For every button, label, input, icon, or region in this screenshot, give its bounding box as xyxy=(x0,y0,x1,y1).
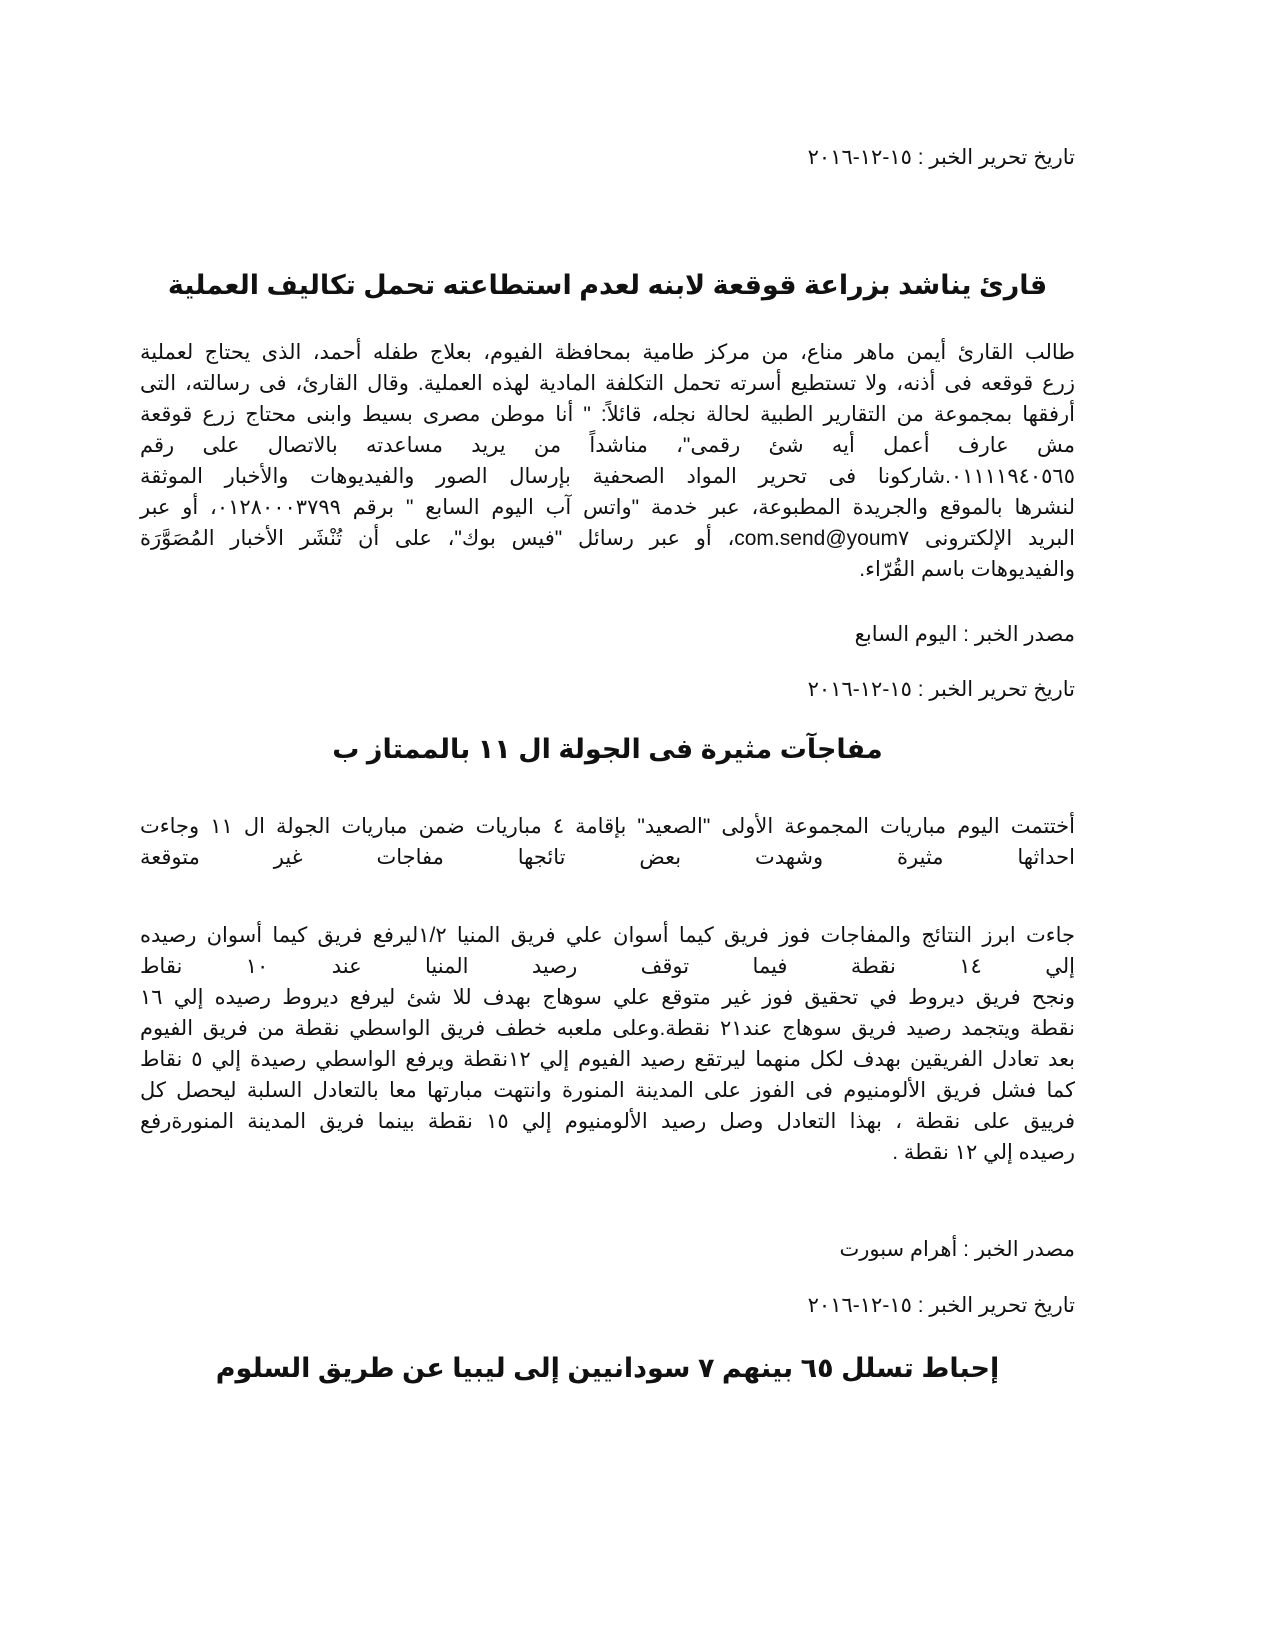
body-line: البريد الإلكترونى send@youm٧.com، أو عبر رسائل "فيس بوك"، على أن تُنْشَر الأخبار المُصَوَّرَة xyxy=(140,527,1075,550)
article-body xyxy=(140,337,1075,585)
body-line: أختتمت اليوم مباريات المجموعة الأولى "الصعيد" بإقامة ٤ مباريات ضمن مباريات الجولة ال ١١ وجاءت xyxy=(140,815,1075,838)
body-line: إلي ١٤ نقطة فيما توقف رصيد المنيا عند ١٠ نقاط xyxy=(140,955,1075,978)
article-date: تاريخ تحرير الخبر : ١٥-١٢-٢٠١٦ xyxy=(807,678,1075,701)
body-line: ونجح فريق ديروط في تحقيق فوز غير متوقع علي سوهاج بهدف للا شئ ليرفع ديروط رصيده إلي ١٦ xyxy=(140,986,1075,1009)
body-line: أرفقها بمجموعة من التقارير الطبية لحالة نجله، قائلاً: " أنا موطن مصرى بسيط وابنى محتاج زرع قوقعة xyxy=(140,403,1075,426)
body-line: زرع قوقعه فى أذنه، ولا تستطيع أسرته تحمل التكلفة المادية لهذه العملية. وقال القارئ، فى رسالته، التى xyxy=(140,372,1075,395)
body-line: بعد تعادل الفريقين بهدف لكل منهما ليرتقع رصيد الفيوم إلي ١٢نقطة ويرفع الواسطي رصيدة إلي ٥ نقاط xyxy=(140,1048,1075,1071)
article-body xyxy=(140,920,1075,1168)
body-line: لنشرها بالموقع والجريدة المطبوعة، عبر خدمة "واتس آب اليوم السابع " برقم ٠١٢٨٠٠٠٣٧٩٩، أو عبر xyxy=(140,496,1075,519)
body-line: طالب القارئ أيمن ماهر مناع، من مركز طامية بمحافظة الفيوم، بعلاج طفله أحمد، الذى يحتاج لعملية xyxy=(140,341,1075,364)
body-line: احداثها مثيرة وشهدت بعض تائجها مفاجات غير متوقعة xyxy=(140,846,1075,869)
article-source: مصدر الخبر : أهرام سبورت xyxy=(839,1238,1075,1261)
article-date: تاريخ تحرير الخبر : ١٥-١٢-٢٠١٦ xyxy=(807,146,1075,169)
body-line: جاءت ابرز النتائج والمفاجات فوز فريق كيما أسوان علي فريق المنيا ١/٢ليرفع فريق كيما أسوان رصيده xyxy=(140,924,1075,947)
article-title: قارئ يناشد بزراعة قوقعة لابنه لعدم استطاعته تحمل تكاليف العملية xyxy=(167,270,1048,300)
body-line: نقطة ويتجمد رصيد فريق سوهاج عند٢١ نقطة.وعلى ملعبه خطف فريق الواسطي نقطة من فريق الفيوم xyxy=(140,1017,1075,1040)
article-intro xyxy=(140,811,1075,873)
article-date: تاريخ تحرير الخبر : ١٥-١٢-٢٠١٦ xyxy=(807,1294,1075,1317)
body-line: كما فشل فريق الألومنيوم فى الفوز على المدينة المنورة وانتهت مبارتها معا بالتعادل السلبة ليحصل كل xyxy=(140,1079,1075,1102)
article-source: مصدر الخبر : اليوم السابع xyxy=(854,623,1075,646)
body-line: والفيديوهات باسم القُرّاء. xyxy=(859,558,1075,581)
article-title: مفاجآت مثيرة فى الجولة ال ١١ بالممتاز ب xyxy=(332,734,883,764)
body-line: ٠١١١١٩٤٠٥٦٥.شاركونا فى تحرير المواد الصحفية بإرسال الصور والفيديوهات والأخبار الموثقة xyxy=(140,465,1075,488)
body-line: فرييق على نقطة ، بهذا التعادل وصل رصيد الألومنيوم إلي ١٥ نقطة بينما فريق المدينة المنورةرفع xyxy=(140,1110,1075,1133)
document-page xyxy=(140,0,1075,1650)
body-line: مش عارف أعمل أيه شئ رقمى"، مناشداً من يريد مساعدته بالاتصال على رقم xyxy=(140,434,1075,457)
body-line: رصيده إلي ١٢ نقطة . xyxy=(892,1141,1075,1164)
article-title: إحباط تسلل ٦٥ بينهم ٧ سودانيين إلى ليبيا عن طريق السلوم xyxy=(215,1353,1000,1383)
